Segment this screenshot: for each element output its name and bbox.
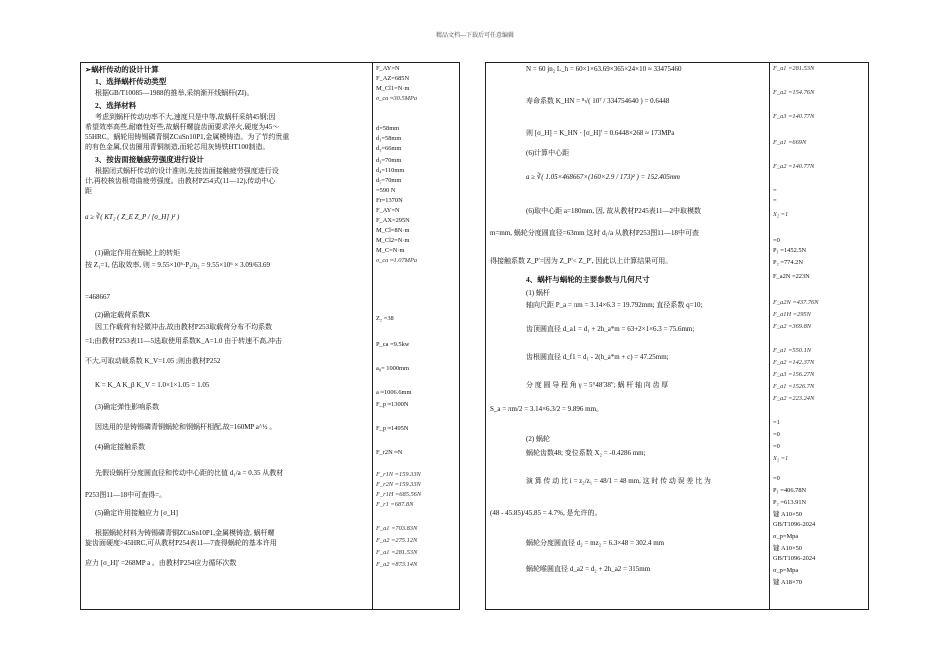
body-text-line: 根据蜗轮材料为铸锡磷青铜ZCuSn10P1,金属模铸造, 蜗杆螺: [95, 529, 275, 537]
body-text-line: 55HRC。蜗轮用铸锡磷青铜ZCuSn10P1,金属模铸造。为了节约贵重: [85, 133, 290, 141]
result-value: a₀= 1000mm: [376, 365, 409, 372]
body-text-line: P253图11—18中可查得=。: [85, 491, 167, 499]
body-text-line: 按 Z₁=1, 估取效率, 则 = 9.55×10⁶·P₂/n₂ = 9.55×10⁶ × 3.09/63.69: [85, 261, 271, 269]
result-value: P₁ =1452.5N: [773, 247, 807, 254]
body-text-line: 计,再校核齿根弯曲疲劳强度。由教材P254式(11—12),传动中心: [85, 177, 276, 185]
body-text-line: (6)取中心距 a=180mm, 因, 故从教材P245表11—2中取模数: [526, 207, 701, 215]
right-page-column: [485, 62, 869, 610]
left-results-column: [372, 63, 459, 609]
body-text-line: 根据闭式蜗杆传动的设计准则,先按齿面接触疲劳强度进行设: [95, 167, 279, 175]
result-value: F_a1 =1526.7N: [773, 383, 815, 390]
body-text-line: N = 60 jn₂ L_h = 60×1×63.69×365×24×10 ≈ 33475460: [526, 65, 682, 73]
result-value: F_a1 =703.83N: [376, 525, 418, 532]
result-value: M_Cl=8N·m: [376, 227, 410, 234]
result-value: F_a1 =281.53N: [773, 65, 815, 72]
result-value: =: [773, 187, 777, 194]
result-value: =1: [773, 419, 780, 426]
result-value: F_r1 =687.8N: [376, 501, 414, 508]
body-text-line: (1) 蜗杆: [526, 289, 550, 297]
result-value: F_a1H =295N: [773, 311, 811, 318]
formula-line: a ≥ ∛( 1.05×468667×(160×2.9 / 173)² ) = 152.405mm: [526, 173, 680, 181]
right-results-column: [769, 63, 868, 609]
result-value: d₅=70mm: [376, 177, 402, 184]
body-text-line: (1)确定作用在蜗轮上的转矩: [95, 249, 181, 257]
body-text-line: 因工作载荷有轻微冲击,故由教材P253取载荷分布不均系数: [95, 323, 273, 331]
body-text-line: 分 度 圆 导 程 角 γ = 5°48′38″; 蜗 杆 轴 向 齿 厚: [526, 381, 669, 389]
result-value: F_AY=N: [376, 207, 400, 214]
body-text-line: 轴向尺距 P_a = πm = 3.14×6.3 = 19.792mm; 直径系数 q=10;: [526, 301, 703, 309]
body-text-line: (2) 蜗轮: [526, 435, 550, 443]
result-value: F_r1H =685.56N: [376, 491, 422, 498]
body-text-line: 寿命系数 K_HN = ⁸√( 10⁷ / 334754640 ) = 0.6448: [526, 97, 670, 105]
result-value: d₂=66mm: [376, 145, 402, 152]
result-value: F_p ≈1495N: [376, 425, 409, 432]
section-heading: 3、按齿面接触疲劳强度进行设计: [95, 155, 204, 164]
result-value: F_a1 =669N: [773, 139, 807, 146]
result-value: a ≈1006.6mm: [376, 389, 412, 396]
body-text-line: 的有色金属,仅齿圈用青铜制造,而轮芯用灰铸铁HT100制造。: [85, 143, 270, 151]
result-value: =: [773, 197, 777, 204]
result-value: F_a1 =550.1N: [773, 347, 812, 354]
result-value: σ_p=Mpa: [773, 567, 799, 574]
result-value: F_a2 =154.76N: [773, 89, 815, 96]
result-value: F_a2 =369.8N: [773, 323, 812, 330]
result-value: F_r2N ≈N: [376, 449, 403, 456]
result-value: σ_p=Mpa: [773, 533, 799, 540]
result-value: 键 A10×50: [773, 545, 802, 552]
body-text-line: S_a = πm/2 = 3.14×6.3/2 = 9.896 mm。: [490, 405, 604, 413]
body-text-line: 不大,可取动载系数 K_V=1.05 ;则由教材P252: [85, 357, 221, 365]
result-value: P₂ =613.91N: [773, 499, 807, 506]
result-value: F_a3 =140.77N: [773, 113, 815, 120]
body-text-line: 旋齿面硬度>45HRC,可从教材P254表11—7查得蜗轮的基本许用: [85, 539, 277, 547]
result-value: F_a2 =873.14N: [376, 561, 418, 568]
body-text-line: 先假设蜗杆分度圆直径和传动中心距的比值 d₁/a = 0.35 从教材: [95, 469, 284, 477]
result-value: d=58mm: [376, 125, 400, 132]
result-value: =0: [773, 443, 780, 450]
body-text-line: 应力 [σ_H]′ =268MP a 。由教材P254应力循环次数: [85, 559, 237, 567]
body-text-line: 距: [85, 187, 92, 195]
result-value: F_AY=N: [376, 65, 400, 72]
result-value: F_p ≈1300N: [376, 401, 409, 408]
result-value: P_ca =9.5kw: [376, 341, 410, 348]
result-value: M_Cl2=N·m: [376, 237, 410, 244]
body-text-line: K = K_A K_β K_V = 1.0×1×1.05 = 1.05: [95, 381, 210, 389]
result-value: σ_ca ≈1.07MPa: [376, 257, 418, 264]
body-text-line: 蜗轮喉圆直径 d_a2 = d₂ + 2h_a2 = 315mm: [526, 565, 651, 573]
body-text-line: (5)确定许用接触应力 [σ_H]: [95, 509, 178, 517]
result-value: F_a2 =223.24N: [773, 395, 815, 402]
result-value: F_AX=295N: [376, 217, 410, 224]
result-value: GB/T1096-2024: [773, 521, 816, 528]
result-value: =0: [773, 237, 780, 244]
result-value: 键 A18×70: [773, 579, 802, 586]
result-value: =0: [773, 475, 780, 482]
result-value: M_C=N·m: [376, 247, 405, 254]
body-text-line: =468667: [85, 293, 110, 301]
result-value: F_r1N =159.33N: [376, 471, 421, 478]
result-value: 键 A10×50: [773, 511, 802, 518]
result-value: F_a2N =223N: [773, 273, 810, 280]
right-calculation-text: [486, 63, 770, 609]
body-text-line: 考虑到蜗杆传动功率不大,速度只是中等,故蜗杆采纳45钢;因: [95, 113, 276, 121]
result-value: F_AZ=685N: [376, 75, 410, 82]
body-text-line: (4)确定接触系数: [95, 443, 146, 451]
body-text-line: m=mm, 蜗轮分度圆直径=63mm 这时 d₁/a 从教材P253图11—18中可查: [490, 229, 699, 237]
left-calculation-text: [81, 63, 373, 609]
section-heading: ➢蜗杆传动的设计计算: [85, 65, 159, 74]
result-value: X₂ =1: [773, 455, 789, 462]
result-value: F_a2 =142.37N: [773, 359, 815, 366]
body-text-line: =1;由教材P253表11—5选取使用系数K_A=1.0 由于转速不高,冲击: [85, 337, 282, 345]
body-text-line: 则 [σ_H] = K_HN · [σ_H]′ = 0.6448×268 ≈ 173MPa: [526, 129, 675, 137]
result-value: F_a2N =437.76N: [773, 299, 819, 306]
body-text-line: (48 - 45.85)/45.85 = 4.7%, 是允许的。: [490, 509, 602, 517]
result-value: P₁ =406.78N: [773, 487, 807, 494]
result-value: F_a1 =281.53N: [376, 549, 418, 556]
body-text-line: (2)确定载荷系数K: [95, 311, 151, 319]
body-text-line: 蜗轮齿数48; 变位系数 X₂ = -0.4286 mm;: [526, 449, 646, 457]
result-value: d₄=110mm: [376, 167, 405, 174]
result-value: X₂ =1: [773, 211, 789, 218]
section-heading: 2、选择材料: [95, 101, 137, 110]
result-value: =590 N: [376, 187, 396, 194]
result-value: GB/T1096-2024: [773, 555, 816, 562]
body-text-line: 根据GB/T10085—1988的推举,采纳渐开线蜗杆(ZI)。: [95, 89, 254, 97]
section-heading: 1、选择蜗杆传动类型: [95, 77, 167, 86]
result-value: P₂ =774.2N: [773, 259, 803, 266]
left-page-column: [80, 62, 460, 610]
result-value: M_Cl1=N·m: [376, 85, 410, 92]
body-text-line: 因选用的是铸锡磷青铜蜗轮和钢蜗杆相配,故=160MP a^½ 。: [95, 423, 277, 431]
body-text-line: 齿根圆直径 d_f1 = d₁ - 2(h_a*m + c) = 47.25mm;: [526, 353, 669, 361]
result-value: F_a3 =156.27N: [773, 371, 815, 378]
body-text-line: 得接触系数 Z_P′=因为 Z_P′< Z_P′, 因此以上计算结果可用。: [490, 257, 673, 265]
formula-line: a ≥ ∛( KT₂ ( Z_E Z_P / [σ_H] )² ): [85, 213, 180, 221]
result-value: d₁=58mm: [376, 135, 402, 142]
result-value: F_r2N =159.33N: [376, 481, 421, 488]
body-text-line: 希望效率高些,耐磨性好些,故蜗杆螺旋齿面要求淬火,硬度为45～: [85, 123, 280, 131]
body-text-line: 齿顶圆直径 d_a1 = d₁ + 2h_a*m = 63+2×1×6.3 = 75.6mm;: [526, 325, 695, 333]
result-value: =0: [773, 431, 780, 438]
body-text-line: 蜗轮分度圆直径 d₂ = mz₂ = 6.3×48 = 302.4 mm: [526, 539, 665, 547]
section-heading: 4、蜗杆与蜗轮的主要参数与几何尺寸: [526, 275, 650, 284]
result-value: σ_ca ≈30.5MPa: [376, 95, 418, 102]
body-text-line: 演 算 传 动 比 i = z₂/z₁ = 48/1 = 48 mm, 这 时 传 动 误 差 比 为: [526, 477, 711, 485]
result-value: Fr=1370N: [376, 197, 403, 204]
result-value: F_a2 =140.77N: [773, 163, 815, 170]
result-value: d₃=70mm: [376, 157, 402, 164]
result-value: Z₂ =38: [376, 315, 394, 322]
body-text-line: (3)确定弹性影响系数: [95, 403, 160, 411]
result-value: F_a2 =275.12N: [376, 537, 418, 544]
body-text-line: (6)计算中心距: [526, 149, 570, 157]
page-header-note: 精品文档---下载后可任意编辑: [436, 33, 514, 39]
